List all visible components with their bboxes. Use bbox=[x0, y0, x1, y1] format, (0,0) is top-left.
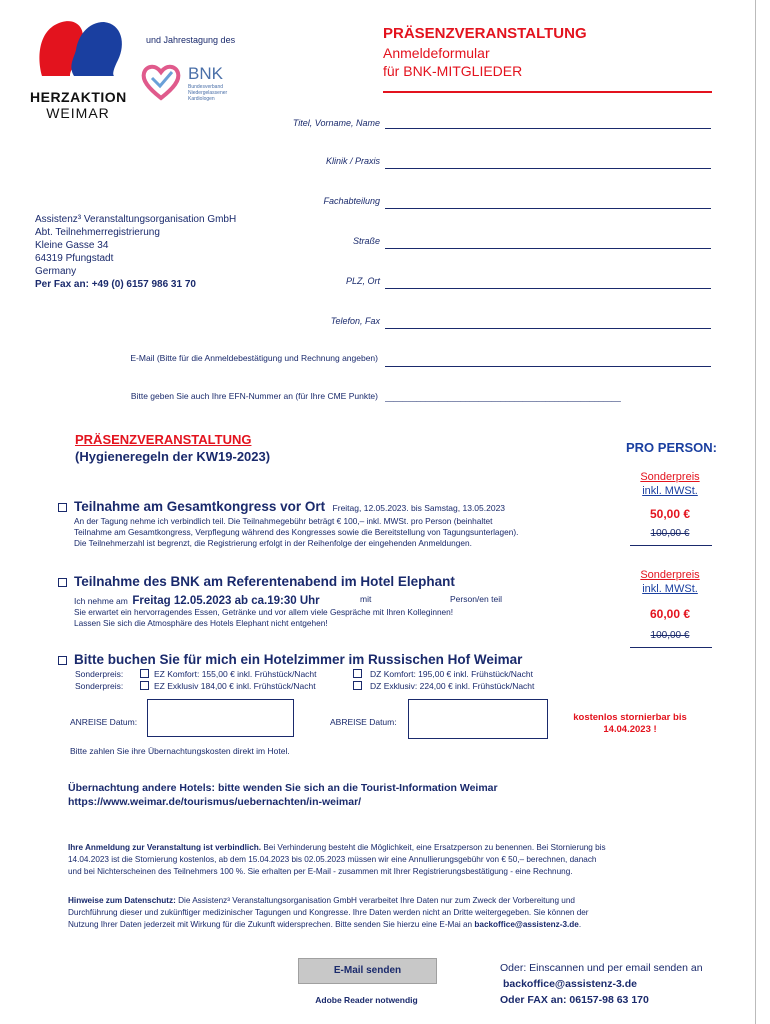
option1-text-2: Teilnahme am Gesamtkongress, Verpflegung während des Kongresses sowie die Bereitstellung von Tagungsunterlagen). bbox=[74, 527, 519, 537]
right-scroll-edge bbox=[755, 0, 770, 1024]
dz-exklusiv-checkbox[interactable] bbox=[353, 681, 362, 690]
section-title-2: (Hygieneregeln der KW19-2023) bbox=[75, 449, 271, 464]
section-title-1: PRÄSENZVERANSTALTUNG bbox=[75, 432, 252, 447]
privacy-block bbox=[68, 895, 713, 931]
heart-icon bbox=[140, 62, 182, 102]
cancel-notice-1: kostenlos stornierbar bis bbox=[573, 712, 687, 723]
address-fax: Per Fax an: +49 (0) 6157 986 31 70 bbox=[35, 279, 196, 290]
address-line-1: Assistenz³ Veranstaltungsorganisation GmbH bbox=[35, 214, 237, 225]
bnk-text: BNK bbox=[188, 64, 223, 83]
title-anmeldeformular: Anmeldeformular bbox=[383, 45, 490, 61]
option2-price-label-1: Sonderpreis bbox=[640, 569, 700, 581]
option1-description bbox=[74, 516, 518, 549]
departure-date-field[interactable] bbox=[408, 699, 548, 739]
option2-date: Freitag 12.05.2023 ab ca.19:30 Uhr bbox=[132, 595, 320, 607]
option1-text-3: Die Teilnehmerzahl ist begrenzt, die Registrierung erfolgt in der Reihenfolge der eingehenden Anmeldungen. bbox=[74, 538, 472, 548]
address-line-3: Kleine Gasse 34 bbox=[35, 240, 109, 251]
zip-city-field[interactable] bbox=[385, 288, 711, 289]
ez-exklusiv-checkbox[interactable] bbox=[140, 681, 149, 690]
email-field[interactable] bbox=[385, 366, 711, 367]
ez-exklusiv-label: EZ Exklusiv 184,00 € inkl. Frühstück/Nacht bbox=[154, 681, 316, 691]
option2-persons: Person/en teil bbox=[450, 594, 502, 604]
option1-text-1: An der Tagung nehme ich verbindlich teil. Die Teilnahmegebühr beträgt € 100,– inkl. MWSt. pro Person (beinhaltet bbox=[74, 516, 493, 526]
heads-icon bbox=[30, 14, 130, 82]
efn-field[interactable]: _____________________________________________________ bbox=[385, 393, 621, 402]
option1-title bbox=[74, 498, 505, 516]
option2-divider bbox=[630, 647, 712, 648]
arrival-date-field[interactable] bbox=[147, 699, 294, 737]
option1-price: 50,00 € bbox=[649, 507, 691, 521]
option2-price-label-2: inkl. MWSt. bbox=[642, 583, 698, 595]
dz-komfort-label: DZ Komfort: 195,00 € inkl. Frühstück/Nacht bbox=[370, 669, 533, 679]
hotel-payment-note: Bitte zahlen Sie ihre Übernachtungskosten direkt im Hotel. bbox=[70, 746, 290, 756]
option2-mit: mit bbox=[360, 594, 372, 604]
terms-bold: Ihre Anmeldung zur Veranstaltung ist verbindlich. bbox=[68, 843, 262, 852]
other-hotels bbox=[68, 781, 498, 809]
logo-text-weimar: WEIMAR bbox=[46, 105, 110, 121]
option2-checkbox[interactable] bbox=[58, 578, 67, 587]
option3-checkbox[interactable] bbox=[58, 656, 67, 665]
option2-old-price: 100,00 € bbox=[650, 630, 690, 641]
label-efn: Bitte geben Sie auch Ihre EFN-Nummer an (für Ihre CME Punkte) bbox=[130, 391, 378, 401]
bnk-subtext: Bundesverband Niedergelassener Kardiologen bbox=[188, 84, 228, 102]
label-street: Straße bbox=[352, 236, 380, 246]
terms-block bbox=[68, 842, 713, 878]
address-line-2: Abt. Teilnehmerregistrierung bbox=[35, 227, 160, 238]
option2-title: Teilnahme des BNK am Referentenabend im Hotel Elephant bbox=[74, 574, 455, 589]
terms-text-3: und bei Nichterscheinen des Teilnehmers 100 %. Sie erhalten per E-Mail - zusammen mit Ihrer Registrierungsbestätigung - eine Rechnung. bbox=[68, 867, 573, 876]
label-name: Titel, Vorname, Name bbox=[292, 118, 380, 128]
bnk-logo bbox=[140, 60, 250, 110]
alt-fax: Oder FAX an: 06157-98 63 170 bbox=[500, 994, 649, 1006]
privacy-text-2: Durchführung dieser und zukünftiger medizinischer Tagungen und Kongresse. Ihre Daten werden nicht an Dritte weitergegeben. Sie können der bbox=[68, 908, 589, 917]
send-email-button[interactable]: E-Mail senden bbox=[298, 958, 437, 984]
option1-divider bbox=[630, 545, 712, 546]
privacy-email[interactable]: backoffice@assistenz-3.de bbox=[474, 920, 579, 929]
label-zip-city: PLZ, Ort bbox=[345, 276, 380, 286]
privacy-text-1: Die Assistenz³ Veranstaltungsorganisation GmbH verarbeitet Ihre Daten nur zum Zweck der Vorbereitung und bbox=[175, 896, 575, 905]
adobe-note: Adobe Reader notwendig bbox=[315, 995, 418, 1005]
option1-old-price: 100,00 € bbox=[650, 528, 690, 539]
option1-price-label bbox=[630, 470, 710, 498]
arrival-label: ANREISE Datum: bbox=[70, 717, 138, 727]
option2-price: 60,00 € bbox=[649, 607, 691, 621]
other-hotels-text: Übernachtung andere Hotels: bitte wenden Sie sich an die Tourist-Information Weimar bbox=[68, 782, 498, 794]
pro-person-label: PRO PERSON: bbox=[626, 440, 718, 455]
address-line-5: Germany bbox=[35, 266, 77, 277]
privacy-text-3: Nutzung Ihrer Daten jederzeit mit Wirkung für die Zukunft widersprechen. Bitte senden Sie hierzu eine E-Mai an bbox=[68, 920, 475, 929]
ez-komfort-label: EZ Komfort: 155,00 € inkl. Frühstück/Nacht bbox=[154, 669, 317, 679]
option3-title: Bitte buchen Sie für mich ein Hotelzimmer im Russischen Hof Weimar bbox=[74, 652, 523, 667]
logo-text-herzaktion: HERZAKTION bbox=[30, 89, 127, 105]
terms-text-1: Bei Verhinderung besteht die Möglichkeit, eine Ersatzperson zu benennen. Bei Stornierung bis bbox=[261, 843, 606, 852]
title-underline bbox=[383, 91, 712, 93]
option1-date: Freitag, 12.05.2023. bis Samstag, 13.05.2023 bbox=[332, 503, 506, 513]
option1-price-label-1: Sonderpreis bbox=[640, 471, 700, 483]
alt-email[interactable]: backoffice@assistenz-3.de bbox=[503, 978, 637, 990]
alternative-send bbox=[500, 960, 703, 1008]
option2-text-1: Sie erwartet ein hervorragendes Essen, Getränke und vor allem viele Gespräche mit Ihren Kolleginnen! bbox=[74, 607, 454, 617]
department-field[interactable] bbox=[385, 208, 711, 209]
label-department: Fachabteilung bbox=[323, 196, 380, 206]
conference-subtitle: und Jahrestagung des bbox=[146, 35, 236, 45]
option2-price-label bbox=[630, 568, 710, 596]
terms-text-2: 14.04.2023 ist die Stornierung kostenlos, ab dem 15.04.2023 bis 02.05.2023 müssen wir eine Annullierungsgebühr von € 50,– berechnen, danach bbox=[68, 855, 597, 864]
ez-komfort-checkbox[interactable] bbox=[140, 669, 149, 678]
street-field[interactable] bbox=[385, 248, 711, 249]
departure-label: ABREISE Datum: bbox=[330, 717, 397, 727]
herzaktion-logo bbox=[30, 14, 130, 124]
label-clinic: Klinik / Praxis bbox=[325, 156, 380, 166]
other-hotels-link[interactable]: https://www.weimar.de/tourismus/uebernachten/in-weimar/ bbox=[68, 796, 362, 808]
dz-komfort-checkbox[interactable] bbox=[353, 669, 362, 678]
title-praesenz: PRÄSENZVERANSTALTUNG bbox=[383, 25, 587, 42]
dz-exklusiv-label: DZ Exklusiv: 224,00 € inkl. Frühstück/Nacht bbox=[370, 681, 535, 691]
option1-title-text: Teilnahme am Gesamtkongress vor Ort bbox=[74, 499, 326, 514]
hotel-label-b: Sonderpreis: bbox=[75, 681, 124, 691]
option2-text-2: Lassen Sie sich die Atmosphäre des Hotels Elephant nicht entgehen! bbox=[74, 618, 328, 628]
clinic-field[interactable] bbox=[385, 168, 711, 169]
cancel-notice bbox=[555, 712, 705, 736]
option2-prefix: Ich nehme am bbox=[74, 596, 128, 606]
hotel-label-a: Sonderpreis: bbox=[75, 669, 124, 679]
address-line-4: 64319 Pfungstadt bbox=[35, 253, 114, 264]
option1-price-label-2: inkl. MWSt. bbox=[642, 485, 698, 497]
cancel-notice-2: 14.04.2023 ! bbox=[603, 724, 657, 735]
option2-description bbox=[74, 607, 453, 629]
label-phone-fax: Telefon, Fax bbox=[330, 316, 380, 326]
name-field[interactable] bbox=[385, 128, 711, 129]
option1-checkbox[interactable] bbox=[58, 503, 67, 512]
label-email: E-Mail (Bitte für die Anmeldebestätigung und Rechnung angeben) bbox=[130, 353, 378, 363]
alt-scan-text: Oder: Einscannen und per email senden an bbox=[500, 962, 703, 974]
privacy-bold: Hinweise zum Datenschutz: bbox=[68, 896, 176, 905]
address-block bbox=[35, 213, 236, 291]
phone-fax-field[interactable] bbox=[385, 328, 711, 329]
title-bnk-mitglieder: für BNK-MITGLIEDER bbox=[383, 63, 523, 79]
privacy-end: . bbox=[578, 920, 582, 929]
form-title bbox=[383, 25, 587, 79]
